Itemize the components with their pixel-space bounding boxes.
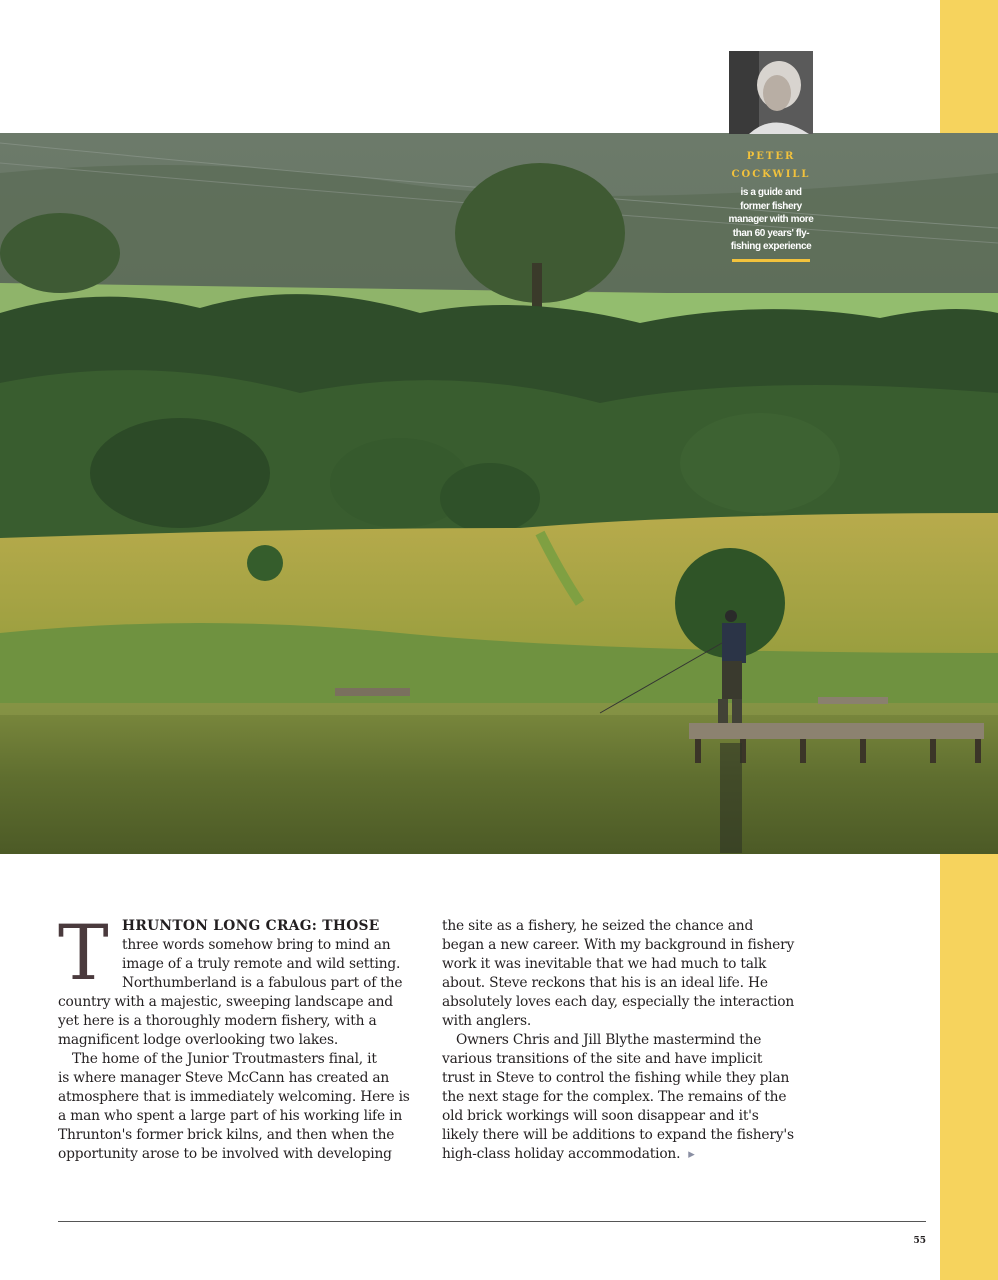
end-mark-icon: ▸ <box>688 1147 695 1162</box>
text-line: opportunity arose to be involved with developing <box>58 1146 392 1162</box>
author-bio-line: than 60 years' fly- <box>732 227 810 239</box>
author-name-first: PETER <box>746 151 796 162</box>
text-line: Thrunton's former brick kilns, and then when the <box>58 1127 395 1143</box>
text-line: magnificent lodge overlooking two lakes. <box>58 1032 339 1048</box>
text-line: a man who spent a large part of his working life in <box>58 1108 403 1124</box>
author-portrait <box>729 51 813 134</box>
author-box <box>726 148 816 262</box>
text-line: the site as a fishery, he seized the chance and <box>442 918 754 934</box>
text-line: work it was inevitable that we had much to talk <box>442 956 767 972</box>
article-column-left <box>58 908 418 1164</box>
page-number: 55 <box>913 1236 926 1246</box>
text-line: likely there will be additions to expand the fishery's <box>442 1127 794 1143</box>
text-line: began a new career. With my background in fishery <box>442 937 795 953</box>
text-line: three words somehow bring to mind an <box>122 937 391 953</box>
text-line: with anglers. <box>442 1013 532 1029</box>
text-line: trust in Steve to control the fishing while they plan <box>442 1070 790 1086</box>
text-line: the next stage for the complex. The remains of the <box>442 1089 787 1105</box>
landscape-photo <box>0 133 998 854</box>
author-bio <box>726 186 816 254</box>
author-bio-line: former fishery <box>740 200 802 212</box>
text-line: The home of the Junior Troutmasters final, it <box>72 1051 377 1067</box>
text-line: country with a majestic, sweeping landscape and <box>58 994 393 1010</box>
text-line: atmosphere that is immediately welcoming. Here is <box>58 1089 410 1105</box>
author-rule <box>732 259 810 262</box>
text-line: image of a truly remote and wild setting. <box>122 956 401 972</box>
author-bio-line: is a guide and <box>740 187 802 198</box>
author-bio-line: fishing experience <box>730 241 812 252</box>
text-line: is where manager Steve McCann has created an <box>58 1070 390 1086</box>
lead-in-caps: HRUNTON LONG CRAG: THOSE <box>122 918 380 934</box>
author-bio-line: manager with more <box>728 214 814 225</box>
text-line: about. Steve reckons that his is an ideal life. He <box>442 975 768 991</box>
text-line: yet here is a thoroughly modern fishery, with a <box>58 1013 377 1029</box>
drop-cap: T <box>58 908 109 997</box>
author-name-last: COCKWILL <box>731 169 811 180</box>
text-line: various transitions of the site and have implicit <box>442 1051 763 1067</box>
text-line: Owners Chris and Jill Blythe mastermind the <box>456 1032 762 1048</box>
text-line: high-class holiday accommodation. <box>442 1146 681 1162</box>
footer-rule <box>58 1221 926 1222</box>
text-line: old brick workings will soon disappear and it's <box>442 1108 759 1124</box>
text-line: absolutely loves each day, especially the interaction <box>442 994 795 1010</box>
text-line: Northumberland is a fabulous part of the <box>122 975 403 991</box>
article-column-right <box>442 917 812 1164</box>
